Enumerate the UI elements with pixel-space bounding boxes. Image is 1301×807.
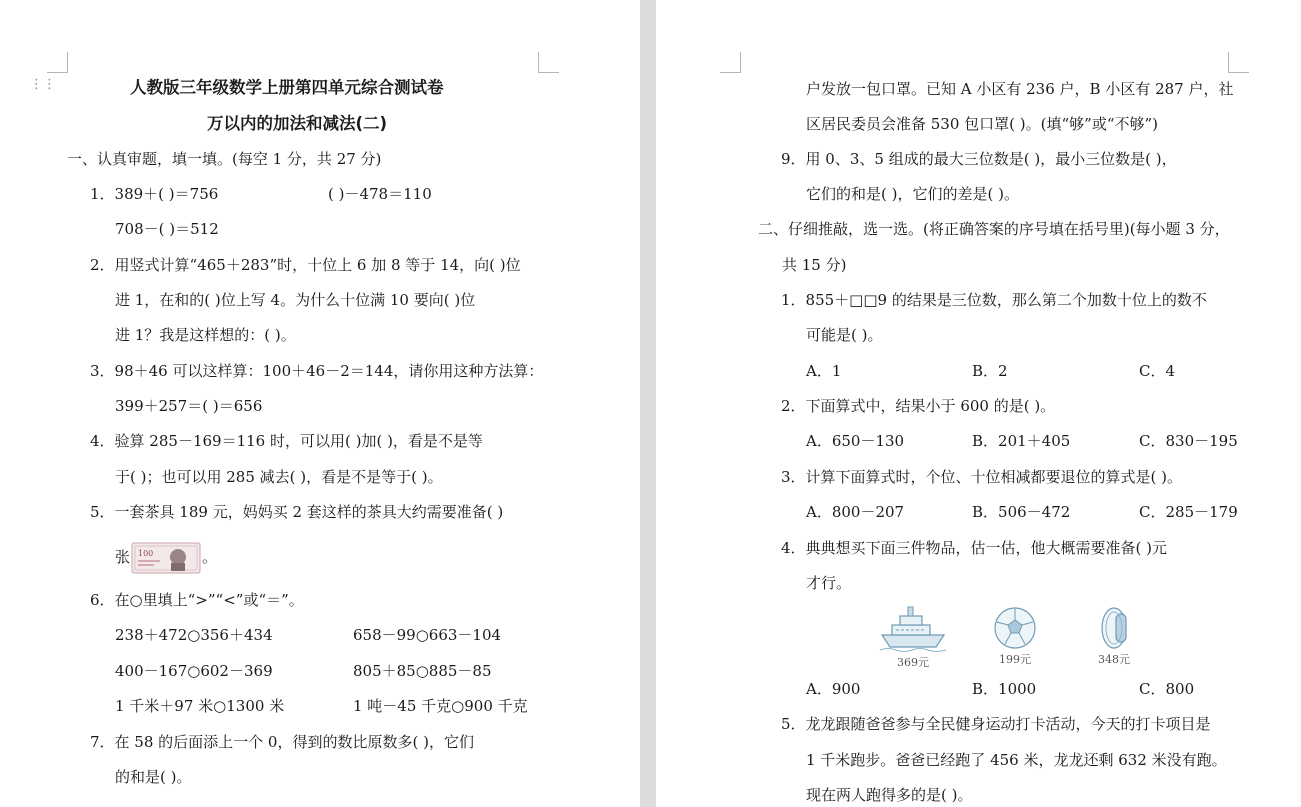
question-line: 7．在 58 的后面添上一个 0，得到的数比原数多( )，它们 xyxy=(90,733,474,751)
question-line: 区居民委员会准备 530 包口罩( )。(填“够”或“不够”) xyxy=(806,115,1159,133)
doc-title: 人教版三年级数学上册第四单元综合测试卷 xyxy=(130,78,444,97)
question-line: 6．在○里填上“>”“<”或“＝”。 xyxy=(90,591,304,609)
option-b: B．1000 xyxy=(972,680,1037,698)
item-price: 348元 xyxy=(1098,653,1130,666)
crop-mark xyxy=(47,52,68,73)
comparison-item: 400－167○602－369 xyxy=(115,662,273,680)
question-line: 的和是( )。 xyxy=(115,768,192,786)
option-b: B．506－472 xyxy=(972,503,1071,521)
comparison-item: 658－99○663－104 xyxy=(353,626,502,644)
crop-mark xyxy=(1228,52,1249,73)
item-price: 369元 xyxy=(897,656,929,669)
smart-band-icon xyxy=(1094,606,1134,650)
comparison-item: 238＋472○356＋434 xyxy=(115,626,273,644)
ship-icon xyxy=(878,603,948,653)
option-a: A．1 xyxy=(806,362,842,380)
option-c: C．830－195 xyxy=(1139,432,1238,450)
question-line: 1．855＋□□9 的结果是三位数，那么第二个加数十位上的数不 xyxy=(781,291,1207,309)
crop-mark xyxy=(538,52,559,73)
option-c: C．800 xyxy=(1139,680,1195,698)
question-line: 户发放一包口罩。已知 A 小区有 236 户，B 小区有 287 户，社 xyxy=(806,80,1234,98)
question-line: 5．一套茶具 189 元，妈妈买 2 套这样的茶具大约需要准备( ) xyxy=(90,503,504,521)
section-heading: 一、认真审题，填一填。(每空 1 分，共 27 分) xyxy=(67,150,382,168)
option-c: C．4 xyxy=(1139,362,1176,380)
question-line: ( )－478＝110 xyxy=(328,185,432,203)
banknote-image xyxy=(131,541,201,575)
option-b: B．201＋405 xyxy=(972,432,1071,450)
document-page-left xyxy=(0,0,640,807)
question-line xyxy=(115,540,217,575)
question-line: 进 1？我是这样想的：( )。 xyxy=(115,326,296,344)
question-line: 708－( )＝512 xyxy=(115,220,219,238)
option-a: A．650－130 xyxy=(806,432,905,450)
question-line: 它们的和是( )，它们的差是( )。 xyxy=(806,185,1019,203)
question-line: 3．98＋46 可以这样算：100＋46－2＝144，请你用这种方法算： xyxy=(90,362,544,380)
smart-band-item xyxy=(1089,606,1139,667)
question-line: 2．下面算式中，结果小于 600 的是( )。 xyxy=(781,397,1056,415)
section-heading: 二、仔细推敲，选一选。(将正确答案的序号填在括号里)(每小题 3 分， xyxy=(758,220,1230,238)
crop-mark xyxy=(720,52,741,73)
question-line: 2．用竖式计算“465＋283”时，十位上 6 加 8 等于 14，向( )位 xyxy=(90,256,521,274)
question-line: 4．验算 285－169＝116 时，可以用( )加( )，看是不是等 xyxy=(90,432,483,450)
football-icon xyxy=(993,606,1037,650)
option-c: C．285－179 xyxy=(1139,503,1238,521)
question-text: 张 xyxy=(115,548,131,566)
doc-subtitle: 万以内的加法和减法(二) xyxy=(207,114,388,133)
question-line: 9．用 0、3、5 组成的最大三位数是( )，最小三位数是( )， xyxy=(781,150,1177,168)
page-gap xyxy=(640,0,656,807)
question-line: 5．龙龙跟随爸爸参与全民健身运动打卡活动，今天的打卡项目是 xyxy=(781,715,1211,733)
question-line: 现在两人跑得多的是( )。 xyxy=(806,786,973,804)
ship-item xyxy=(876,603,950,670)
option-a: A．800－207 xyxy=(806,503,905,521)
question-line: 才行。 xyxy=(806,574,852,592)
document-page-right xyxy=(656,0,1301,807)
option-b: B．2 xyxy=(972,362,1008,380)
question-line: 3．计算下面算式时，个位、十位相减都要退位的算式是( )。 xyxy=(781,468,1183,486)
question-line: 于( )；也可以用 285 减去( )，看是不是等于( )。 xyxy=(115,468,443,486)
question-line: 可能是( )。 xyxy=(806,326,883,344)
option-a: A．900 xyxy=(806,680,861,698)
question-line: 4．典典想买下面三件物品，估一估，他大概需要准备( )元 xyxy=(781,539,1168,557)
question-line: 399＋257＝( )＝656 xyxy=(115,397,263,415)
question-line: 进 1，在和的( )位上写 4。为什么十位满 10 要向( )位 xyxy=(115,291,476,309)
question-line: 1 千米跑步。爸爸已经跑了 456 米，龙龙还剩 632 米没有跑。 xyxy=(806,751,1227,769)
section-heading: 共 15 分) xyxy=(782,256,847,274)
comparison-item: 805＋85○885－85 xyxy=(353,662,492,680)
question-text: 。 xyxy=(202,548,218,566)
comparison-item: 1 吨－45 千克○900 千克 xyxy=(353,697,528,715)
question-line: 1．389＋( )＝756 xyxy=(90,185,219,203)
banknote-value: 100 xyxy=(138,549,154,558)
comparison-item: 1 千米＋97 米○1300 米 xyxy=(115,697,285,715)
item-price: 199元 xyxy=(999,653,1031,666)
football-item xyxy=(990,606,1040,667)
drag-handle-icon[interactable]: ⋮⋮ xyxy=(30,77,56,92)
